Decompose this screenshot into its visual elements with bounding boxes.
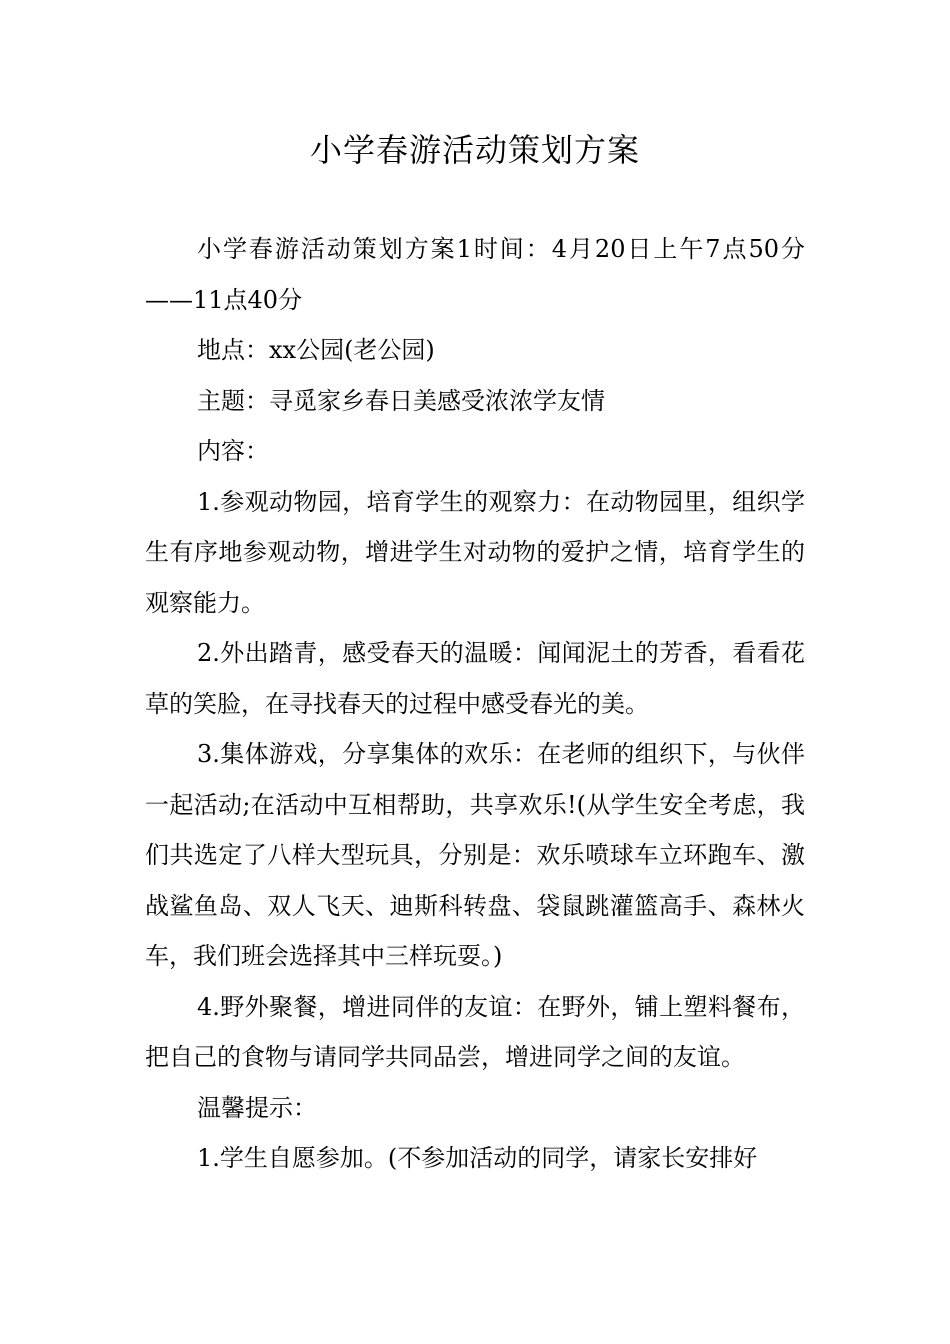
paragraph-theme: 主题：寻觅家乡春日美感受浓浓学友情 bbox=[197, 386, 605, 415]
paragraph-item-2: 2.外出踏青，感受春天的温暖：闻闻泥土的芳香，看看花草的笑脸，在寻找春天的过程中感受春光的美。 bbox=[145, 639, 805, 718]
paragraph-item-3: 3.集体游戏，分享集体的欢乐：在老师的组织下，与伙伴一起活动;在活动中互相帮助，共享欢乐!(从学生安全考虑，我们共选定了八样大型玩具，分别是：欢乐喷球车立环跑车、激战鲨鱼岛、双人飞天、迪斯科转盘、袋鼠跳灌篮高手、森林火车，我们班会选择其中三样玩耍。) bbox=[145, 740, 805, 970]
paragraph-location: 地点：xx公园(老公园) bbox=[197, 336, 435, 364]
document-title: 小学春游活动策划方案 bbox=[309, 131, 640, 169]
paragraph-time: 小学春游活动策划方案1时间：4月20日上午7点50分——11点40分 bbox=[145, 235, 805, 314]
document-body bbox=[145, 224, 805, 1184]
paragraph-content-heading: 内容： bbox=[197, 437, 269, 465]
paragraph-item-4: 4.野外聚餐，增进同伴的友谊：在野外，铺上塑料餐布，把自己的食物与请同学共同品尝，增进同学之间的友谊。 bbox=[145, 992, 805, 1071]
paragraph-item-1: 1.参观动物园，培育学生的观察力：在动物园里，组织学生有序地参观动物，增进学生对动物的爱护之情，培育学生的观察能力。 bbox=[145, 487, 805, 617]
paragraph-tip-1: 1.学生自愿参加。(不参加活动的同学，请家长安排好 bbox=[197, 1144, 758, 1172]
paragraph-tips-heading: 温馨提示： bbox=[197, 1093, 317, 1122]
